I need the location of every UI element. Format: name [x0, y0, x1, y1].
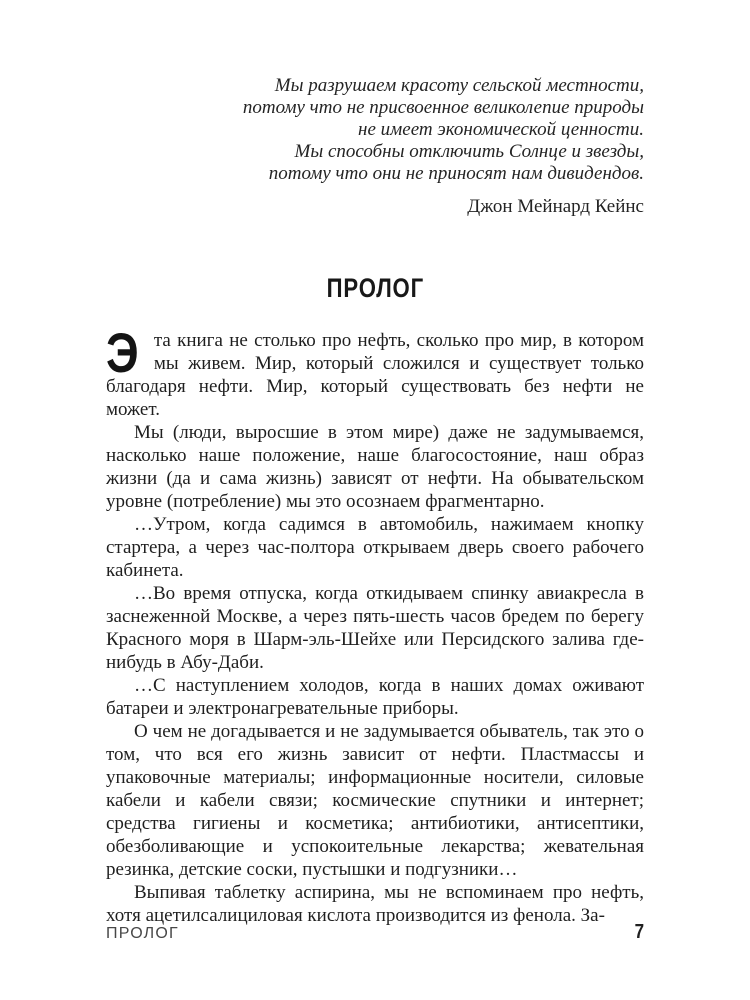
- epigraph-line: потому что они не приносят нам дивидендов.: [268, 163, 644, 184]
- paragraph: Мы (люди, выросшие в этом мире) даже не задумываемся, насколько наше положение, наше благосостояние, наш образ жизни (да и сама жизнь) зависят от нефти. На обывательском уровне (потребление) мы это осознаем фрагментарно.: [106, 422, 644, 512]
- epigraph-line: Мы способны отключить Солнце и звезды,: [294, 141, 644, 162]
- paragraph: О чем не догадывается и не задумывается обыватель, так это о том, что вся его жизнь зависит от нефти. Пластмассы и упаковочные материалы; информационные носители, силовые кабели и кабели связи; космические спутники и интернет; средства гигиены и косметика; антибиотики, антисептики, обезболивающие и успокоительные лекарства; жевательная резинка, детские соски, пустышки и подгузники…: [106, 721, 644, 880]
- paragraph: …Во время отпуска, когда откидываем спинку авиакресла в заснеженной Москве, а через пять-шесть часов бредем по берегу Красного моря в Шарм-эль-Шейхе или Персидского залива где-нибудь в Абу-Даби.: [106, 583, 644, 673]
- chapter-title: ПРОЛОГ: [326, 273, 424, 303]
- page-footer: [106, 921, 644, 944]
- epigraph-author: Джон Мейнард Кейнс: [467, 196, 644, 217]
- title-row: [106, 274, 644, 302]
- epigraph: [106, 75, 644, 218]
- page-number: 7: [634, 921, 644, 943]
- epigraph-lines: [106, 75, 644, 185]
- epigraph-line: Мы разрушаем красоту сельской местности,: [274, 75, 644, 96]
- drop-cap: Э: [106, 321, 139, 384]
- running-footer-title: ПРОЛОГ: [106, 925, 179, 942]
- paragraph-first-text: та книга не столько про нефть, сколько про мир, в котором мы живем. Мир, который сложился и существует только благодаря нефти. Мир, который существовать без нефти не может.: [106, 330, 644, 420]
- epigraph-line: потому что не присвоенное великолепие природы: [242, 97, 644, 118]
- paragraph: …Утром, когда садимся в автомобиль, нажимаем кнопку стартера, а через час-полтора открываем дверь своего рабочего кабинета.: [106, 514, 644, 581]
- paragraph: Выпивая таблетку аспирина, мы не вспоминаем про нефть, хотя ацетилсалициловая кислота производится из фенола. За-: [106, 882, 644, 926]
- paragraph-list: [106, 421, 644, 927]
- body-text: [106, 321, 644, 927]
- paragraph: …С наступлением холодов, когда в наших домах оживают батареи и электронагревательные приборы.: [106, 675, 644, 719]
- paragraph-first: [106, 321, 644, 421]
- epigraph-line: не имеет экономической ценности.: [358, 119, 644, 140]
